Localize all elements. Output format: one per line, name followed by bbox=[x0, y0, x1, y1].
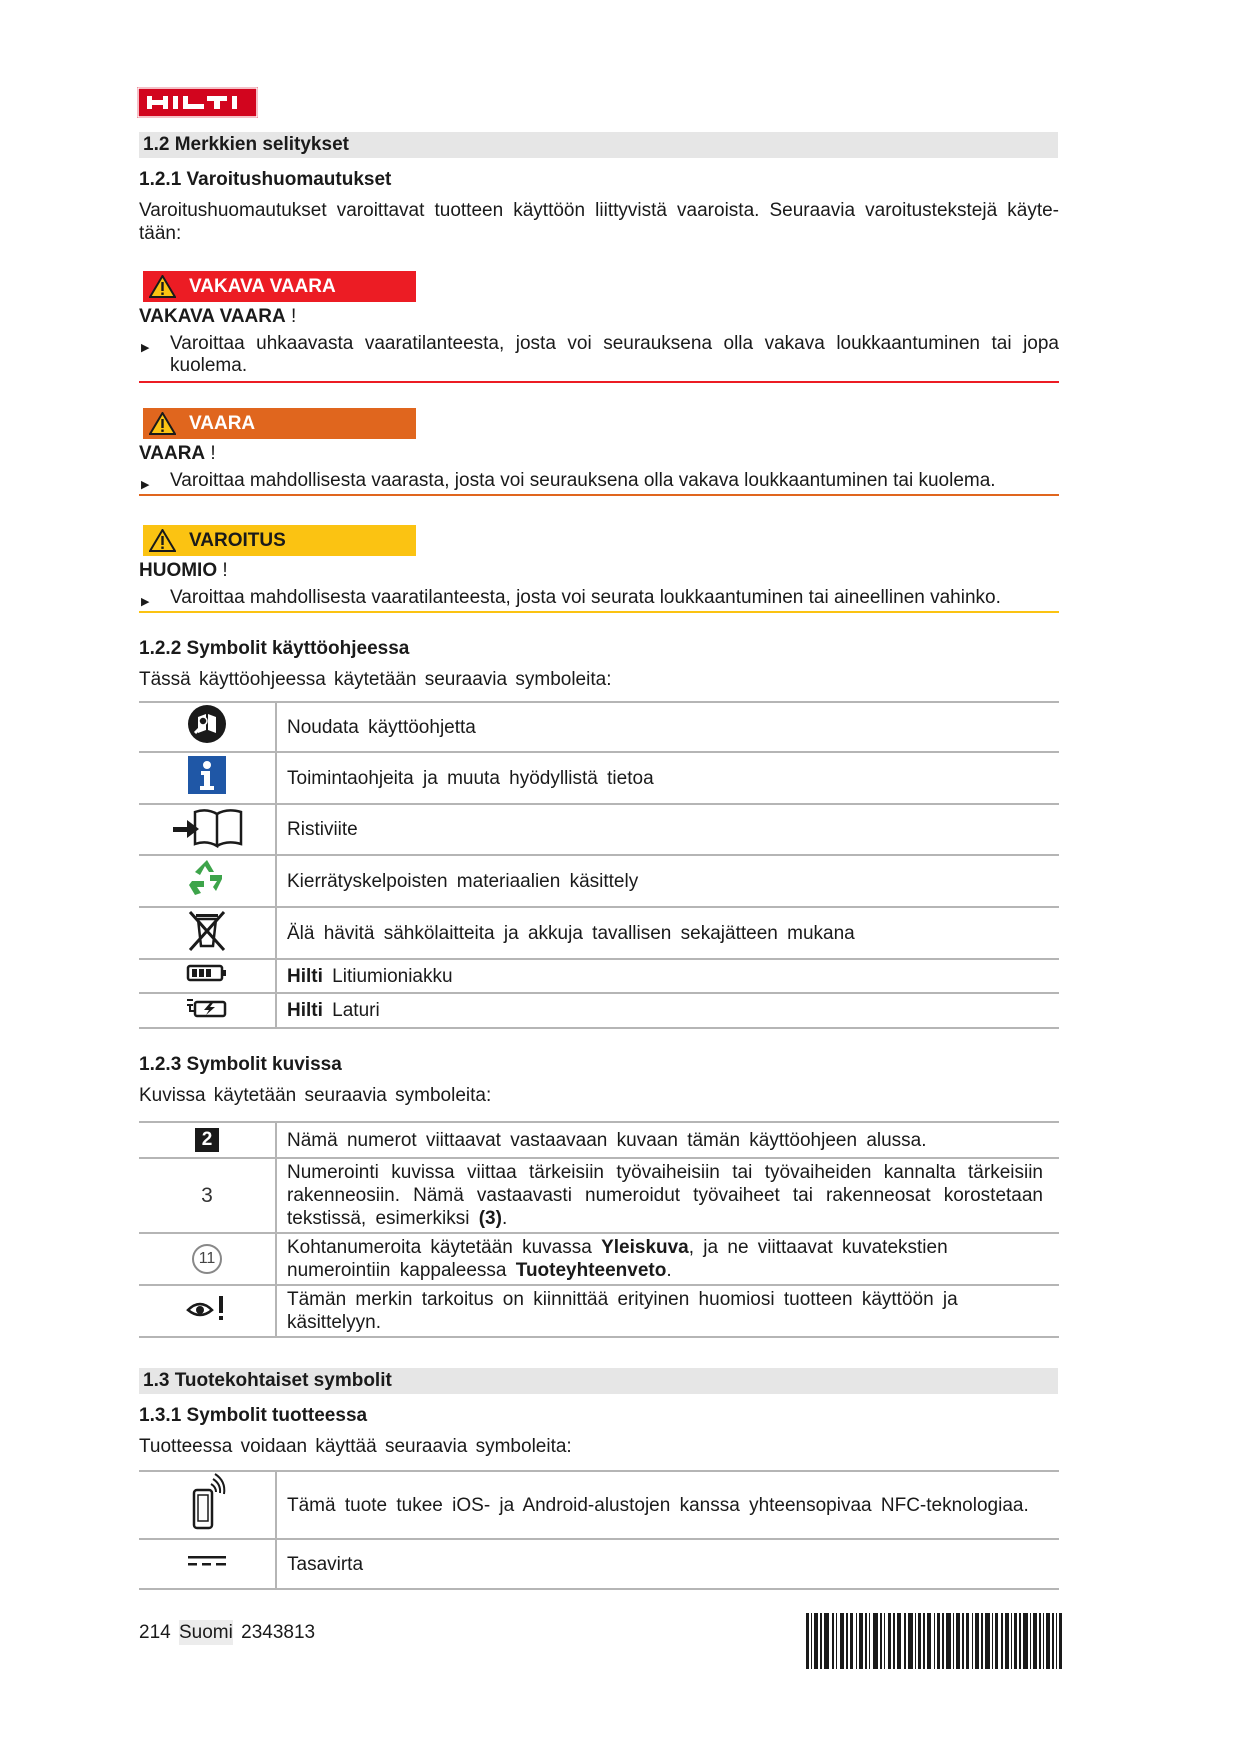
table-row bbox=[139, 1122, 1059, 1158]
symbol-description: Tämä tuote tukee iOS- ja Android-alustojen kanssa yhteensopivaa NFC-teknologiaa. bbox=[276, 1471, 1059, 1539]
subsection-title: 1.2.1 Varoitushuomautukset bbox=[139, 169, 392, 190]
symbol-table-product bbox=[139, 1470, 1059, 1590]
barcode bbox=[806, 1613, 1062, 1674]
warning-title: VAARA ! bbox=[139, 443, 216, 464]
symbol-description: Hilti Laturi bbox=[276, 993, 1059, 1028]
warning-title: HUOMIO ! bbox=[139, 560, 228, 581]
cross-reference-icon bbox=[171, 806, 243, 848]
intro-text: Varoitushuomautukset varoittavat tuotteen käyttöön liittyvistä vaaroista. Seuraavia varoitustekstejä käyte-tään: bbox=[139, 200, 1059, 244]
intro-text: Tuotteessa voidaan käyttää seuraavia symboleita: bbox=[139, 1436, 572, 1457]
page-number: 214 bbox=[139, 1622, 171, 1643]
table-row bbox=[139, 804, 1059, 855]
table-row bbox=[139, 702, 1059, 752]
charger-icon bbox=[185, 997, 229, 1019]
symbol-description: Tasavirta bbox=[276, 1539, 1059, 1589]
intro-text: Tässä käyttöohjeessa käytetään seuraavia symboleita: bbox=[139, 669, 612, 690]
table-row bbox=[139, 907, 1059, 959]
warning-badge-severe: VAKAVA VAARA bbox=[143, 271, 416, 302]
table-row bbox=[139, 855, 1059, 907]
battery-icon bbox=[186, 963, 228, 983]
warning-text: ▶ Varoittaa mahdollisesta vaaratilanteesta, josta voi seurata loukkaantuminen tai aineellinen vahinko. bbox=[141, 587, 1001, 608]
crossed-bin-icon bbox=[186, 908, 228, 952]
warning-rule bbox=[139, 381, 1059, 383]
symbol-description: Nämä numerot viittaavat vastaavaan kuvaan tämän käyttöohjeen alussa. bbox=[276, 1122, 1059, 1158]
symbol-table-manual bbox=[139, 701, 1059, 1029]
symbol-description: Toimintaohjeita ja muuta hyödyllistä tietoa bbox=[276, 752, 1059, 804]
section-title: 1.3 Tuotekohtaiset symbolit bbox=[139, 1368, 1058, 1394]
warning-text: ▶ Varoittaa mahdollisesta vaarasta, josta voi seurauksena olla vakava loukkaantuminen tai kuolema. bbox=[141, 470, 996, 491]
barcode-graphic bbox=[806, 1613, 1062, 1669]
warning-rule bbox=[139, 494, 1059, 496]
warning-triangle-icon bbox=[149, 529, 176, 552]
warning-triangle-icon bbox=[149, 412, 176, 435]
warning-triangle-icon bbox=[149, 275, 176, 298]
table-row bbox=[139, 1539, 1059, 1589]
table-row bbox=[139, 959, 1059, 993]
hilti-logo bbox=[137, 87, 258, 118]
symbol-description: Tämän merkin tarkoitus on kiinnittää erityinen huomiosi tuotteen käyttöön ja käsittelyyn. bbox=[276, 1285, 1059, 1337]
step-number-icon: 3 bbox=[201, 1183, 213, 1207]
recycling-icon bbox=[186, 857, 228, 899]
symbol-description: Numerointi kuvissa viittaa tärkeisiin työvaiheisiin tai työvaiheiden kannalta tärkeisiin rakenneosiin. Nämä vastaavasti numeroidut työvaiheet tai rakenneosat korostetaan tekstissä, esimerkiksi (3). bbox=[276, 1158, 1059, 1233]
symbol-description: Hilti Litiumioniakku bbox=[276, 959, 1059, 993]
nfc-phone-icon bbox=[185, 1472, 229, 1532]
page-footer bbox=[139, 1622, 315, 1644]
table-row bbox=[139, 1285, 1059, 1337]
read-manual-icon bbox=[186, 703, 228, 745]
subsection-title: 1.3.1 Symbolit tuotteessa bbox=[139, 1405, 368, 1426]
warning-rule bbox=[139, 611, 1059, 613]
symbol-description: Kohtanumeroita käytetään kuvassa Yleiskuva, ja ne viittaavat kuvatekstien numerointiin kappaleessa Tuoteyhteenveto. bbox=[276, 1233, 1059, 1285]
warning-badge-danger: VAARA bbox=[143, 408, 416, 439]
symbol-description: Noudata käyttöohjetta bbox=[276, 702, 1059, 752]
direct-current-icon bbox=[186, 1553, 228, 1569]
symbol-description: Ristiviite bbox=[276, 804, 1059, 855]
item-number-icon: 11 bbox=[192, 1244, 222, 1274]
symbol-table-figures bbox=[139, 1121, 1059, 1338]
subsection-title: 1.2.2 Symbolit käyttöohjeessa bbox=[139, 638, 410, 659]
table-row bbox=[139, 1471, 1059, 1539]
symbol-description: Älä hävitä sähkölaitteita ja akkuja tavallisen sekajätteen mukana bbox=[276, 907, 1059, 959]
document-number: 2343813 bbox=[241, 1622, 316, 1643]
attention-eye-icon bbox=[186, 1294, 228, 1322]
symbol-description: Kierrätyskelpoisten materiaalien käsittely bbox=[276, 855, 1059, 907]
footer-language: Suomi bbox=[178, 1622, 233, 1643]
warning-title: VAKAVA VAARA ! bbox=[139, 306, 297, 327]
table-row bbox=[139, 752, 1059, 804]
table-row bbox=[139, 1233, 1059, 1285]
info-icon bbox=[187, 755, 227, 795]
table-row bbox=[139, 1158, 1059, 1233]
subsection-title: 1.2.3 Symbolit kuvissa bbox=[139, 1054, 342, 1075]
table-row bbox=[139, 993, 1059, 1028]
intro-text: Kuvissa käytetään seuraavia symboleita: bbox=[139, 1085, 492, 1106]
warning-text: ▶ Varoittaa uhkaavasta vaaratilanteesta, josta voi seurauksena olla vakava loukkaantuminen tai jopa kuolema. bbox=[141, 333, 1059, 376]
warning-badge-caution: VAROITUS bbox=[143, 525, 416, 556]
figure-number-icon: 2 bbox=[195, 1128, 219, 1152]
section-title: 1.2 Merkkien selitykset bbox=[139, 132, 1058, 158]
